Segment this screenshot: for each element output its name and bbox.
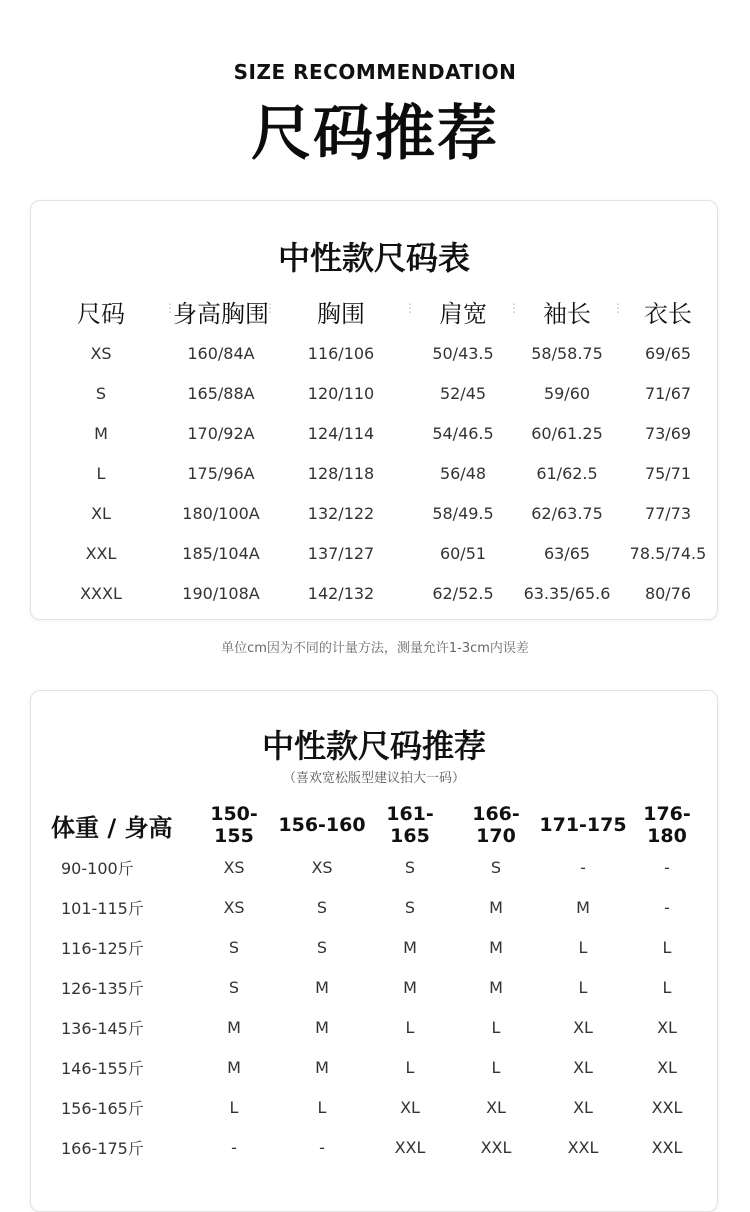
table-row [41,847,707,887]
table-cell: 58/49.5 [432,503,494,523]
table-cell: 142/132 [307,583,375,603]
table-cell: 63.35/65.6 [523,583,611,603]
table-cell: 116/106 [307,343,375,363]
recommended-size-cell: S [228,937,240,957]
size-chart-body [31,333,717,613]
header-cn-title: 尺码推荐 [251,99,499,169]
recommended-size-cell: XXL [480,1137,512,1157]
table-cell: 50/43.5 [432,343,494,363]
recommended-size-cell: XS [223,897,245,917]
recommended-size-cell: XL [573,1057,593,1077]
table-cell: 180/100A [182,503,260,523]
recommend-chart-table [41,803,707,1167]
table-row [41,1087,707,1127]
table-cell: 52/45 [439,383,487,403]
recommend-header-row [41,803,707,847]
table-row [31,493,717,533]
recommended-size-cell: XL [400,1097,420,1117]
recommended-size-cell: L [491,1017,501,1037]
height-range-header: 156-160 [278,814,366,836]
measurement-note: 单位cm因为不同的计量方法，测量允许1-3cm内误差 [221,641,529,656]
table-cell: 61/62.5 [536,463,598,483]
recommended-size-cell: M [489,977,503,997]
size-label-cell: S [95,383,107,403]
recommended-size-cell: XL [657,1017,677,1037]
recommended-size-cell: XL [486,1097,506,1117]
column-header: 胸围 ⋮ [271,289,411,333]
table-row [31,573,717,613]
recommended-size-cell: - [319,1137,325,1157]
recommend-chart-body [41,847,707,1167]
weight-range-cell: 90-100斤 [61,858,134,878]
header-en-title: SIZE RECOMMENDATION [233,60,517,84]
table-cell: 137/127 [307,543,375,563]
table-cell: 58/58.75 [531,343,603,363]
recommended-size-cell: S [228,977,240,997]
table-cell: 56/48 [439,463,487,483]
size-chart-card [30,200,718,620]
table-cell: 78.5/74.5 [629,543,707,563]
weight-range-cell: 146-155斤 [61,1058,144,1078]
recommended-size-cell: M [315,977,329,997]
height-range-header: 176-180 [643,803,691,847]
recommended-size-cell: S [404,857,416,877]
recommended-size-cell: L [662,977,672,997]
table-cell: 60/61.25 [531,423,603,443]
table-cell: 80/76 [644,583,692,603]
weight-range-cell: 116-125斤 [61,938,144,958]
table-cell: 71/67 [644,383,692,403]
column-header: 袖长 ⋮ [515,289,619,333]
recommended-size-cell: XS [311,857,333,877]
size-label-cell: XS [90,343,112,363]
recommended-size-cell: M [403,937,417,957]
table-cell: 175/96A [187,463,255,483]
recommend-chart-title: 中性款尺码推荐 [261,727,486,765]
recommended-size-cell: M [403,977,417,997]
height-range-header: 150-155 [210,803,258,847]
corner-label: 体重 / 身高 [51,813,173,842]
table-cell: 69/65 [644,343,692,363]
recommended-size-cell: - [664,857,670,877]
table-cell: 59/60 [543,383,591,403]
table-cell: 77/73 [644,503,692,523]
size-label-cell: M [94,423,108,443]
recommend-chart-card [30,690,718,1212]
weight-range-cell: 101-115斤 [61,898,144,918]
weight-range-cell: 126-135斤 [61,978,144,998]
size-chart-title: 中性款尺码表 [277,239,470,277]
height-range-header: 161-165 [386,803,434,847]
table-row [41,1007,707,1047]
recommended-size-cell: XXL [394,1137,426,1157]
column-header: 衣长 [644,299,692,328]
table-row [31,453,717,493]
height-range-header: 171-175 [539,814,627,836]
size-chart-table [31,289,717,613]
table-cell: 185/104A [182,543,260,563]
table-cell: 120/110 [307,383,375,403]
recommended-size-cell: S [316,897,328,917]
table-cell: 160/84A [187,343,255,363]
table-cell: 170/92A [187,423,255,443]
recommended-size-cell: L [662,937,672,957]
weight-range-cell: 156-165斤 [61,1098,144,1118]
recommended-size-cell: - [580,857,586,877]
table-row [31,533,717,573]
recommended-size-cell: XXL [651,1137,683,1157]
table-row [41,927,707,967]
recommended-size-cell: L [578,977,588,997]
table-row [31,373,717,413]
table-cell: 62/63.75 [531,503,603,523]
table-row [41,887,707,927]
recommended-size-cell: M [489,937,503,957]
column-header: 身高胸围 ⋮ [171,289,271,333]
recommended-size-cell: L [405,1017,415,1037]
table-cell: 165/88A [187,383,255,403]
recommended-size-cell: M [315,1017,329,1037]
recommended-size-cell: L [578,937,588,957]
weight-range-cell: 136-145斤 [61,1018,144,1038]
table-cell: 75/71 [644,463,692,483]
recommended-size-cell: XL [573,1097,593,1117]
recommended-size-cell: S [404,897,416,917]
recommended-size-cell: M [227,1057,241,1077]
column-header: 肩宽 ⋮ [411,289,515,333]
recommended-size-cell: M [227,1017,241,1037]
table-cell: 190/108A [182,583,260,603]
column-header: 尺码 ⋮ [31,289,171,333]
table-cell: 62/52.5 [432,583,494,603]
table-cell: 63/65 [543,543,591,563]
recommended-size-cell: M [576,897,590,917]
table-row [31,333,717,373]
recommended-size-cell: XXL [567,1137,599,1157]
size-label-cell: XXXL [80,583,122,603]
recommended-size-cell: S [490,857,502,877]
size-label-cell: XL [91,503,111,523]
table-row [31,413,717,453]
recommended-size-cell: M [315,1057,329,1077]
table-cell: 132/122 [307,503,375,523]
table-cell: 124/114 [307,423,375,443]
recommended-size-cell: XS [223,857,245,877]
weight-range-cell: 166-175斤 [61,1138,144,1158]
recommend-chart-subtitle: （喜欢宽松版型建议拍大一码） [282,771,465,786]
table-row [41,1047,707,1087]
recommended-size-cell: L [491,1057,501,1077]
recommended-size-cell: XXL [651,1097,683,1117]
table-cell: 60/51 [439,543,487,563]
recommended-size-cell: L [405,1057,415,1077]
size-label-cell: L [96,463,106,483]
recommended-size-cell: M [489,897,503,917]
recommended-size-cell: L [229,1097,239,1117]
height-range-header: 166-170 [472,803,520,847]
table-cell: 73/69 [644,423,692,443]
table-row [41,967,707,1007]
recommended-size-cell: XL [573,1017,593,1037]
table-cell: 54/46.5 [432,423,494,443]
table-row [41,1127,707,1167]
recommended-size-cell: S [316,937,328,957]
table-cell: 128/118 [307,463,375,483]
recommended-size-cell: - [664,897,670,917]
recommended-size-cell: L [317,1097,327,1117]
recommended-size-cell: XL [657,1057,677,1077]
recommended-size-cell: - [231,1137,237,1157]
size-chart-header-row [31,289,717,333]
size-label-cell: XXL [85,543,117,563]
